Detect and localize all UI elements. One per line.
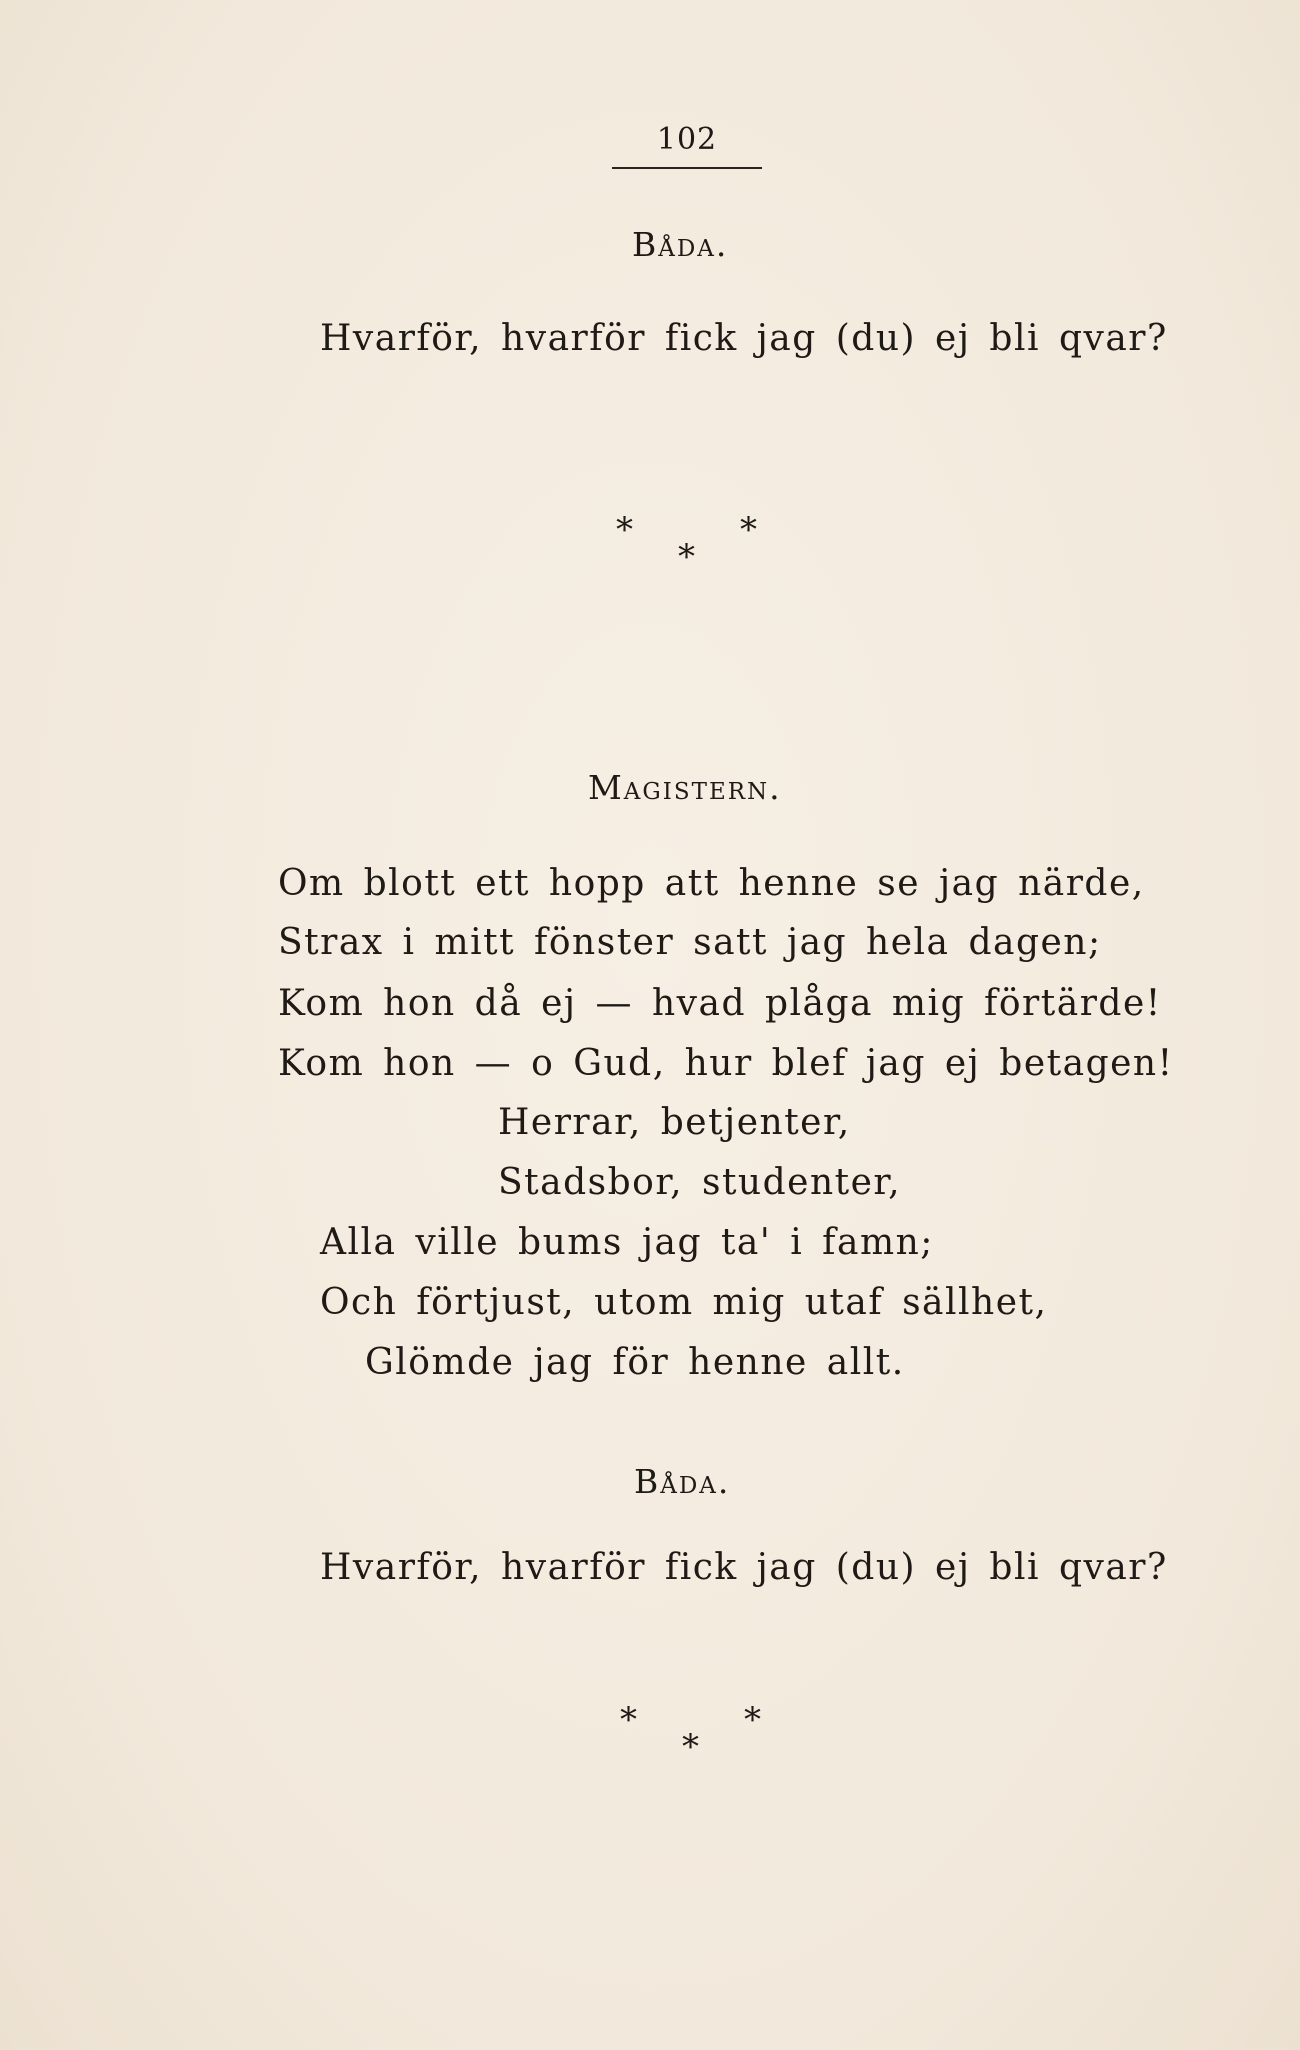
verse-line: Glömde jag för henne allt. — [365, 1342, 905, 1383]
header-rule — [612, 167, 762, 169]
asterisk: * — [740, 510, 757, 550]
asterisk: * — [682, 1727, 699, 1767]
asterisk: * — [744, 1700, 761, 1740]
verse-line: Kom hon — o Gud, hur blef jag ej betagen! — [278, 1043, 1174, 1084]
verse-line: Hvarför, hvarför fick jag (du) ej bli qvar? — [320, 1547, 1168, 1588]
verse-line: Strax i mitt fönster satt jag hela dagen; — [278, 922, 1102, 963]
verse-line: Stadsbor, studenter, — [498, 1162, 902, 1203]
verse-line: Alla ville bums jag ta' i famn; — [320, 1222, 934, 1263]
speaker-heading: Båda. — [634, 1462, 731, 1501]
page-number: 102 — [656, 122, 718, 157]
verse-line: Om blott ett hopp att henne se jag närde, — [278, 863, 1145, 904]
asterisk: * — [678, 537, 695, 577]
speaker-heading: Båda. — [632, 225, 729, 264]
asterisk: * — [616, 510, 633, 550]
verse-line: Hvarför, hvarför fick jag (du) ej bli qvar? — [320, 318, 1168, 359]
verse-line: Herrar, betjenter, — [498, 1102, 851, 1143]
verse-line: Och förtjust, utom mig utaf sällhet, — [320, 1282, 1048, 1323]
asterisk: * — [620, 1700, 637, 1740]
verse-line: Kom hon då ej — hvad plåga mig förtärde! — [278, 983, 1162, 1024]
speaker-heading: Magistern. — [588, 768, 782, 807]
